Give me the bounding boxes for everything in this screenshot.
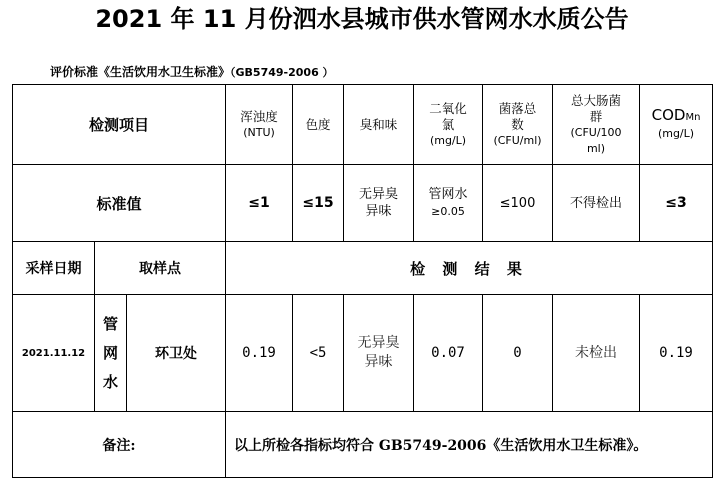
col-odor: 臭和味	[344, 85, 414, 165]
table-row	[13, 295, 713, 412]
standard-row	[13, 165, 713, 242]
result-color: <5	[293, 295, 344, 412]
evaluation-standard	[50, 63, 334, 82]
result-header-row	[13, 242, 713, 295]
standard-value-label: 标准值	[13, 165, 226, 242]
standard-label: 评价标准《生活饮用水卫生标准》	[50, 65, 231, 79]
result-bacteria: 0	[483, 295, 553, 412]
std-color: ≤15	[293, 165, 344, 242]
standard-code: （GB5749-2006 ）	[230, 66, 334, 79]
result-cod: 0.19	[640, 295, 713, 412]
water-quality-table	[12, 84, 713, 478]
std-coliform: 不得检出	[553, 165, 640, 242]
sample-date-label: 采样日期	[13, 242, 95, 295]
std-chlorine: 管网水 ≥0.05	[414, 165, 483, 242]
result-chlorine: 0.07	[414, 295, 483, 412]
std-bacteria: ≤100	[483, 165, 553, 242]
sample-type: 管 网 水	[95, 295, 127, 412]
result-turbidity: 0.19	[226, 295, 293, 412]
sample-point-label: 取样点	[95, 242, 226, 295]
item-header: 检测项目	[13, 85, 226, 165]
header-row	[13, 85, 713, 165]
note-label: 备注:	[13, 412, 226, 478]
page-title: 2021 年 11 月份泗水县城市供水管网水水质公告	[95, 5, 629, 33]
col-coliform: 总大肠菌 群 (CFU/100 ml)	[553, 85, 640, 165]
note-row	[13, 412, 713, 478]
note-text: 以上所检各指标均符合 GB5749-2006《生活饮用水卫生标准》。	[226, 412, 713, 478]
col-turbidity: 浑浊度 (NTU)	[226, 85, 293, 165]
col-chlorine-dioxide: 二氧化 氯 (mg/L)	[414, 85, 483, 165]
col-color: 色度	[293, 85, 344, 165]
result-coliform: 未检出	[553, 295, 640, 412]
col-bacteria: 菌落总 数 (CFU/ml)	[483, 85, 553, 165]
sample-location: 环卫处	[127, 295, 226, 412]
std-cod: ≤3	[640, 165, 713, 242]
results-label: 检 测 结 果	[226, 242, 713, 295]
std-odor: 无异臭 异味	[344, 165, 414, 242]
std-turbidity: ≤1	[226, 165, 293, 242]
sample-date: 2021.11.12	[13, 295, 95, 412]
result-odor: 无异臭 异味	[344, 295, 414, 412]
col-cod: CODMn (mg/L)	[640, 85, 713, 165]
